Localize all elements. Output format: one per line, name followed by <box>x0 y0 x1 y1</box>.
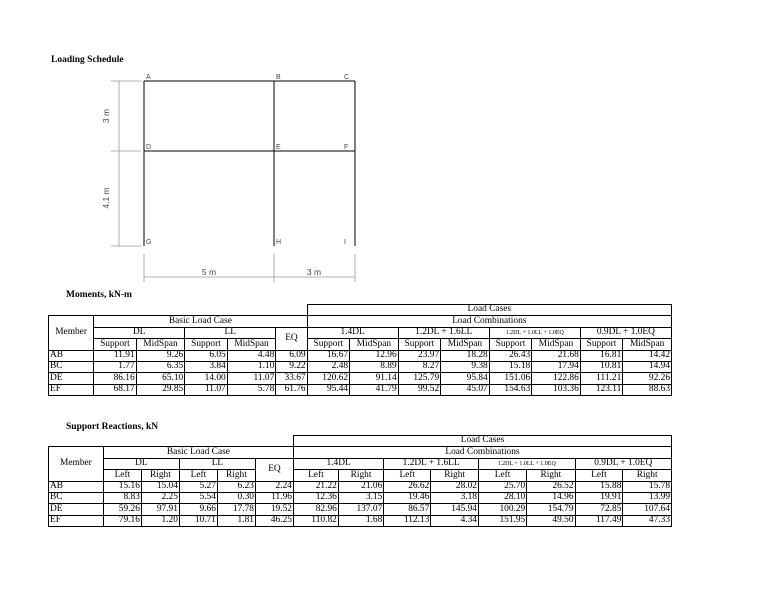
value-cell: 41.79 <box>350 384 399 395</box>
value-cell: 33.67 <box>276 373 307 384</box>
value-cell: 18.28 <box>441 350 490 361</box>
node-label-I: I <box>344 239 346 246</box>
table-row <box>49 384 672 395</box>
value-cell: 46.25 <box>255 515 293 526</box>
value-cell: 6.23 <box>217 481 255 492</box>
value-cell: 1.68 <box>338 515 383 526</box>
member-cell: AB <box>49 350 94 361</box>
value-cell: 3.18 <box>431 492 479 503</box>
header-member: Member <box>49 316 94 350</box>
header-load-cases: Load Cases <box>293 436 671 447</box>
header-combo-2: 1.2DL + 1.6LL <box>398 327 489 338</box>
header-load-combinations: Load Combinations <box>307 316 671 327</box>
value-cell: 110.82 <box>293 515 338 526</box>
table-row <box>49 350 672 361</box>
value-cell: 151.95 <box>478 515 526 526</box>
header-dl: DL <box>94 327 185 338</box>
value-cell: 112.13 <box>384 515 431 526</box>
value-cell: 11.91 <box>94 350 136 361</box>
value-cell: 12.96 <box>350 350 399 361</box>
header-basic-load-case: Basic Load Case <box>103 447 293 458</box>
subheader: Support <box>398 339 440 350</box>
value-cell: 11.07 <box>227 373 276 384</box>
value-cell: 17.78 <box>217 504 255 515</box>
subheader: Right <box>623 470 672 481</box>
value-cell: 25.70 <box>478 481 526 492</box>
member-cell: BC <box>49 492 104 503</box>
value-cell: 23.97 <box>398 350 440 361</box>
value-cell: 21.22 <box>293 481 338 492</box>
value-cell: 5.54 <box>179 492 217 503</box>
subheader: Right <box>338 470 383 481</box>
value-cell: 10.81 <box>580 361 622 372</box>
table-row <box>49 361 672 372</box>
member-cell: BC <box>49 361 94 372</box>
node-label-C: C <box>344 74 350 81</box>
node-label-G: G <box>146 239 152 246</box>
reactions-title: Support Reactions, kN <box>66 422 159 432</box>
value-cell: 26.62 <box>384 481 431 492</box>
value-cell: 26.43 <box>489 350 531 361</box>
value-cell: 117.49 <box>575 515 623 526</box>
subheader: MidSpan <box>227 339 276 350</box>
value-cell: 151.06 <box>489 373 531 384</box>
value-cell: 9.38 <box>441 361 490 372</box>
header-combo-3: 1.2DL + 1.0LL + 1.0EQ <box>489 327 580 338</box>
subheader: MidSpan <box>441 339 490 350</box>
value-cell: 72.85 <box>575 504 623 515</box>
value-cell: 21.68 <box>532 350 581 361</box>
value-cell: 137.07 <box>338 504 383 515</box>
subheader: MidSpan <box>532 339 581 350</box>
value-cell: 15.18 <box>489 361 531 372</box>
table-row <box>49 373 672 384</box>
header-member: Member <box>49 447 104 481</box>
value-cell: 145.94 <box>431 504 479 515</box>
header-combo-4: 0.9DL + 1.0EQ <box>580 327 671 338</box>
subheader: Left <box>179 470 217 481</box>
value-cell: 19.46 <box>384 492 431 503</box>
value-cell: 17.94 <box>532 361 581 372</box>
value-cell: 92.26 <box>623 373 672 384</box>
value-cell: 49.50 <box>527 515 575 526</box>
value-cell: 45.07 <box>441 384 490 395</box>
value-cell: 154.63 <box>489 384 531 395</box>
node-label-E: E <box>276 144 281 151</box>
subheader: MidSpan <box>623 339 672 350</box>
member-cell: AB <box>49 481 104 492</box>
value-cell: 68.17 <box>94 384 136 395</box>
value-cell: 15.16 <box>103 481 141 492</box>
value-cell: 9.66 <box>179 504 217 515</box>
value-cell: 97.91 <box>141 504 179 515</box>
value-cell: 95.44 <box>307 384 349 395</box>
value-cell: 15.04 <box>141 481 179 492</box>
value-cell: 10.71 <box>179 515 217 526</box>
value-cell: 19.52 <box>255 504 293 515</box>
value-cell: 88.63 <box>623 384 672 395</box>
member-cell: EF <box>49 515 104 526</box>
page-title: Loading Schedule <box>51 55 124 65</box>
member-cell: EF <box>49 384 94 395</box>
value-cell: 12.36 <box>293 492 338 503</box>
subheader: Left <box>103 470 141 481</box>
value-cell: 125.79 <box>398 373 440 384</box>
member-cell: DE <box>49 373 94 384</box>
value-cell: 86.16 <box>94 373 136 384</box>
node-label-H: H <box>276 239 282 246</box>
subheader: Support <box>307 339 349 350</box>
value-cell: 29.85 <box>136 384 185 395</box>
value-cell: 14.94 <box>623 361 672 372</box>
value-cell: 82.96 <box>293 504 338 515</box>
value-cell: 4.34 <box>431 515 479 526</box>
value-cell: 1.10 <box>227 361 276 372</box>
value-cell: 13.99 <box>623 492 672 503</box>
header-eq: EQ <box>255 458 293 481</box>
member-cell: DE <box>49 504 104 515</box>
value-cell: 5.27 <box>179 481 217 492</box>
value-cell: 1.20 <box>141 515 179 526</box>
value-cell: 86.57 <box>384 504 431 515</box>
reactions-table <box>48 435 672 527</box>
header-ll: LL <box>179 458 255 469</box>
subheader: Right <box>431 470 479 481</box>
header-eq: EQ <box>276 327 307 350</box>
value-cell: 47.33 <box>623 515 672 526</box>
subheader: Support <box>580 339 622 350</box>
value-cell: 2.24 <box>255 481 293 492</box>
subheader: Left <box>384 470 431 481</box>
value-cell: 6.35 <box>136 361 185 372</box>
value-cell: 3.84 <box>185 361 227 372</box>
value-cell: 14.96 <box>527 492 575 503</box>
value-cell: 11.07 <box>185 384 227 395</box>
value-cell: 6.05 <box>185 350 227 361</box>
value-cell: 111.21 <box>580 373 622 384</box>
value-cell: 8.83 <box>103 492 141 503</box>
value-cell: 8.27 <box>398 361 440 372</box>
value-cell: 15.78 <box>623 481 672 492</box>
header-combo-1: 1.4DL <box>307 327 398 338</box>
value-cell: 11.96 <box>255 492 293 503</box>
value-cell: 100.29 <box>478 504 526 515</box>
node-label-F: F <box>344 144 349 151</box>
value-cell: 21.06 <box>338 481 383 492</box>
moments-table <box>48 304 672 396</box>
subheader: Support <box>94 339 136 350</box>
value-cell: 122.86 <box>532 373 581 384</box>
node-label-B: B <box>276 74 281 81</box>
table-row <box>49 481 672 492</box>
subheader: Support <box>489 339 531 350</box>
node-label-D: D <box>146 144 152 151</box>
header-dl: DL <box>103 458 179 469</box>
value-cell: 28.10 <box>478 492 526 503</box>
header-combo-1: 1.4DL <box>293 458 383 469</box>
header-ll: LL <box>185 327 276 338</box>
value-cell: 1.77 <box>94 361 136 372</box>
value-cell: 5.78 <box>227 384 276 395</box>
value-cell: 2.25 <box>141 492 179 503</box>
value-cell: 107.64 <box>623 504 672 515</box>
header-combo-4: 0.9DL + 1.0EQ <box>575 458 672 469</box>
value-cell: 79.16 <box>103 515 141 526</box>
dim-right-bay: 3 m <box>306 267 322 277</box>
subheader: Right <box>217 470 255 481</box>
value-cell: 6.09 <box>276 350 307 361</box>
value-cell: 15.88 <box>575 481 623 492</box>
subheader: Support <box>185 339 227 350</box>
table-row <box>49 515 672 526</box>
value-cell: 1.81 <box>217 515 255 526</box>
value-cell: 16.67 <box>307 350 349 361</box>
value-cell: 9.22 <box>276 361 307 372</box>
dim-left-bay: 5 m <box>201 267 217 277</box>
value-cell: 19.91 <box>575 492 623 503</box>
value-cell: 95.84 <box>441 373 490 384</box>
value-cell: 61.76 <box>276 384 307 395</box>
value-cell: 65.10 <box>136 373 185 384</box>
value-cell: 0.30 <box>217 492 255 503</box>
value-cell: 26.52 <box>527 481 575 492</box>
table-row <box>49 492 672 503</box>
header-combo-2: 1.2DL + 1.6LL <box>384 458 479 469</box>
value-cell: 28.02 <box>431 481 479 492</box>
value-cell: 103.36 <box>532 384 581 395</box>
value-cell: 16.81 <box>580 350 622 361</box>
value-cell: 154.79 <box>527 504 575 515</box>
subheader: Left <box>575 470 623 481</box>
value-cell: 14.00 <box>185 373 227 384</box>
value-cell: 3.15 <box>338 492 383 503</box>
header-basic-load-case: Basic Load Case <box>94 316 307 327</box>
header-load-combinations: Load Combinations <box>293 447 671 458</box>
subheader: MidSpan <box>136 339 185 350</box>
value-cell: 4.48 <box>227 350 276 361</box>
dim-bottom-storey: 4.1 m <box>101 187 111 209</box>
subheader: Right <box>527 470 575 481</box>
value-cell: 8.89 <box>350 361 399 372</box>
subheader: Right <box>141 470 179 481</box>
subheader: Left <box>478 470 526 481</box>
value-cell: 59.26 <box>103 504 141 515</box>
dim-top-storey: 3 m <box>101 108 111 124</box>
subheader: MidSpan <box>350 339 399 350</box>
header-combo-3: 1.2DL + 1.0LL + 1.0EQ <box>478 458 575 469</box>
header-load-cases: Load Cases <box>307 305 671 316</box>
value-cell: 123.11 <box>580 384 622 395</box>
moments-title: Moments, kN-m <box>66 290 132 300</box>
value-cell: 14.42 <box>623 350 672 361</box>
value-cell: 91.14 <box>350 373 399 384</box>
value-cell: 9.26 <box>136 350 185 361</box>
subheader: Left <box>293 470 338 481</box>
node-label-A: A <box>146 74 151 81</box>
value-cell: 99.52 <box>398 384 440 395</box>
value-cell: 120.62 <box>307 373 349 384</box>
value-cell: 2.48 <box>307 361 349 372</box>
table-row <box>49 504 672 515</box>
